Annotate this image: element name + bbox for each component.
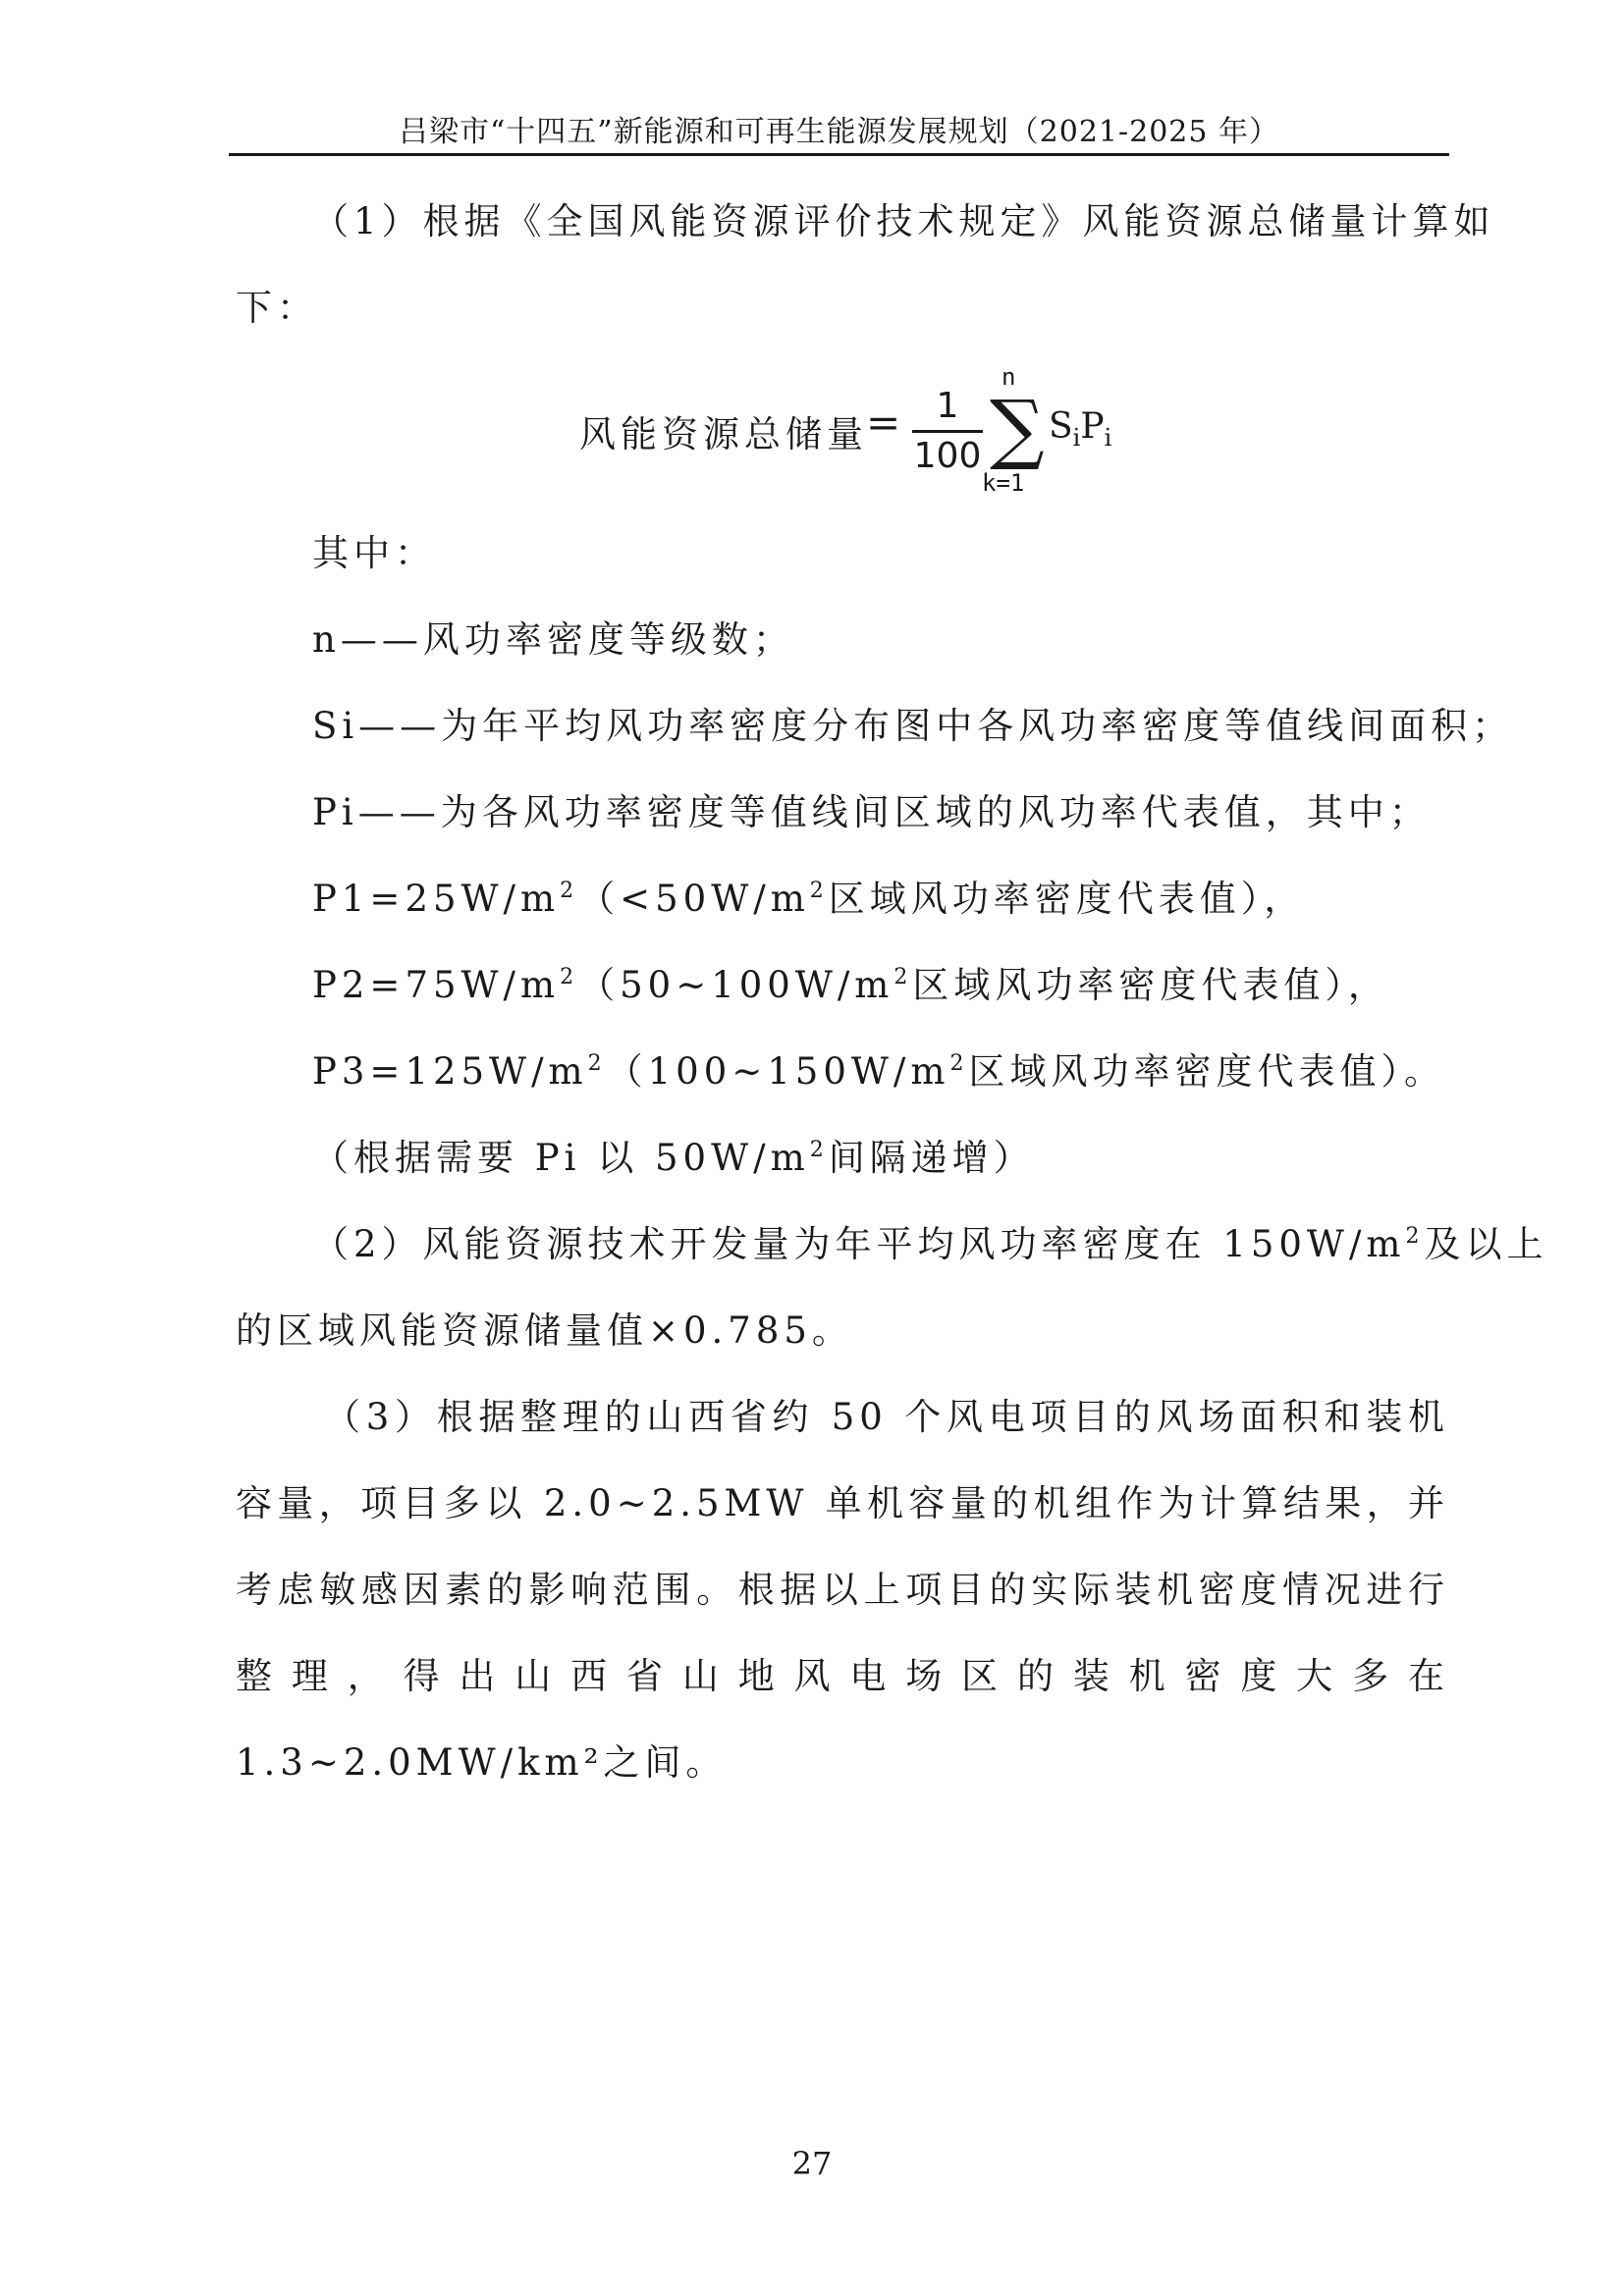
note-text-b: 间隔递增） — [828, 1137, 1035, 1179]
p1-value-line — [312, 856, 1449, 942]
formula-lhs: 风能资源总储量 — [579, 413, 868, 455]
definition-pi: Pi——为各风功率密度等值线间区域的风功率代表值，其中； — [312, 791, 1431, 833]
definition-si: Si——为年平均风功率密度分布图中各风功率密度等值线间面积； — [312, 705, 1514, 747]
para1-line1: （1）根据《全国风能资源评价技术规定》风能资源总储量计算如 — [312, 200, 1495, 242]
p1-range: （<50W/m — [578, 878, 810, 920]
note-text-a: （根据需要 Pi 以 50W/m — [312, 1137, 810, 1179]
sum-lower-limit: k=1 — [982, 469, 1025, 497]
p2-value-line — [312, 942, 1449, 1029]
formula-equals: = — [866, 399, 901, 447]
para2-text-a: （2）风能资源技术开发量为年平均风功率密度在 150W/m — [312, 1223, 1406, 1265]
para2-text-b: 及以上 — [1424, 1223, 1548, 1265]
p2-value: P2=75W/m — [312, 964, 561, 1006]
wind-resource-formula — [579, 363, 1129, 501]
p3-range: （100~150W/m — [606, 1050, 950, 1093]
para2-line1 — [312, 1201, 1548, 1288]
formula-term — [1049, 406, 1111, 452]
increment-note — [312, 1115, 1449, 1201]
p2-desc: 区域风功率密度代表值）， — [912, 964, 1389, 1006]
p3-value-line — [312, 1029, 1449, 1115]
p2-range: （50~100W/m — [578, 964, 894, 1006]
p1-sup: 2 — [560, 879, 579, 903]
term-s: S — [1049, 406, 1073, 447]
p2-sup: 2 — [560, 965, 579, 989]
formula-denominator: 100 — [913, 436, 982, 476]
document-header: 吕梁市“十四五”新能源和可再生能源发展规划（2021-2025 年） — [398, 115, 1280, 149]
term-p: P — [1080, 406, 1105, 447]
page-number: 27 — [791, 2145, 833, 2182]
p1-range-sup: 2 — [809, 879, 829, 903]
definition-n: n——风功率密度等级数； — [312, 618, 794, 661]
term-s-sub: i — [1072, 424, 1081, 453]
p3-desc: 区域风功率密度代表值）。 — [968, 1050, 1445, 1093]
header-rule — [229, 153, 1449, 156]
summation-symbol: ∑ — [990, 385, 1045, 473]
para2-line2: 的区域风能资源储量值×0.785。 — [236, 1309, 853, 1352]
p3-sup: 2 — [587, 1051, 607, 1076]
para2-sup: 2 — [1405, 1224, 1425, 1249]
p3-value: P3=125W/m — [312, 1050, 588, 1093]
p1-desc: 区域风功率密度代表值）， — [828, 878, 1306, 920]
fraction-bar — [912, 430, 983, 433]
formula-fraction — [908, 385, 987, 478]
p3-range-sup: 2 — [949, 1051, 969, 1076]
para1-line2: 下： — [236, 287, 318, 329]
where-label: 其中： — [312, 532, 436, 574]
sum-upper-limit: n — [1001, 363, 1016, 391]
term-p-sub: i — [1104, 424, 1112, 453]
para3: （3）根据整理的山西省约 50 个风电项目的风场面积和装机容量，项目多以 2.0~2.5MW 单机容量的机组作为计算结果，并考虑敏感因素的影响范围。根据以上项目的实际装机密度情况进行整理，得出山西省山地风电场区的装机密度大多在 1.3~2.0MW/km²之间。 — [236, 1396, 1449, 1784]
formula-numerator: 1 — [936, 386, 959, 426]
p2-range-sup: 2 — [893, 965, 913, 989]
note-sup: 2 — [809, 1138, 829, 1162]
p1-value: P1=25W/m — [312, 878, 561, 920]
